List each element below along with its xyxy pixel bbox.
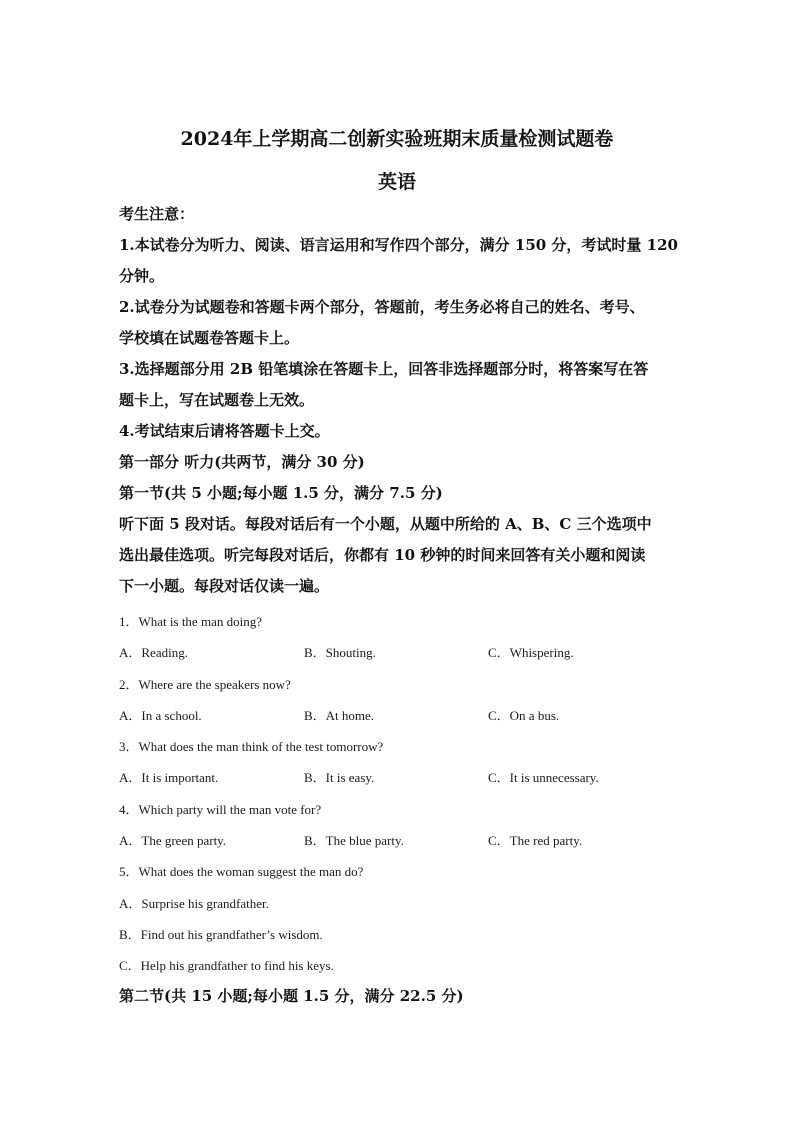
options-row <box>119 825 679 856</box>
notice-line: 4.考试结束后请将答题卡上交。 <box>119 422 330 440</box>
notice-label: 考生注意： <box>119 205 195 223</box>
option-a: A．Reading. <box>119 645 188 661</box>
option-a: A．The green party. <box>119 833 227 849</box>
question-stem: 4．Which party will the man vote for? <box>119 801 322 817</box>
option-c: C．Help his grandfather to find his keys. <box>119 958 334 974</box>
subject-title: 英语 <box>377 171 416 193</box>
exam-title: 2024年上学期高二创新实验班期末质量检测试题卷 <box>180 128 614 150</box>
option-c: C．The red party. <box>488 833 583 849</box>
notice-line: 2.试卷分为试题卷和答题卡两个部分，答题前，考生务必将自己的姓名、考号、 <box>119 298 645 316</box>
options-row <box>119 700 679 731</box>
option-c: C．It is unnecessary. <box>488 770 599 786</box>
question-stem: 3．What does the man think of the test tomorrow? <box>119 739 384 755</box>
option-b: B．At home. <box>304 707 375 723</box>
option-c: C．Whispering. <box>488 645 574 661</box>
notice-line: 3.选择题部分用 2B 铅笔填涂在答题卡上，回答非选择题部分时，将答案写在答 <box>119 360 649 378</box>
question-stem: 1．What is the man doing? <box>119 614 262 629</box>
option-c: C．On a bus. <box>488 707 560 723</box>
part1-heading: 第一部分 听力(共两节，满分 30 分) <box>119 453 365 471</box>
question-stem: 5．What does the woman suggest the man do? <box>119 864 364 880</box>
notice-line: 题卡上，写在试题卷上无效。 <box>119 391 315 409</box>
question-stem: 2．Where are the speakers now? <box>119 676 291 692</box>
notice-block <box>119 199 679 602</box>
instruction-line: 听下面 5 段对话。每段对话后有一个小题，从题中所给的 A、B、C 三个选项中 <box>119 515 652 533</box>
instruction-line: 选出最佳选项。听完每段对话后，你都有 10 秒钟的时间来回答有关小题和阅读 <box>119 546 646 564</box>
options-row <box>119 637 679 668</box>
option-b: B．Find out his grandfather’s wisdom. <box>119 926 323 942</box>
section2-heading: 第二节(共 15 小题;每小题 1.5 分，满分 22.5 分) <box>119 987 464 1005</box>
section1-heading: 第一节(共 5 小题;每小题 1.5 分，满分 7.5 分) <box>119 484 443 502</box>
notice-line: 1.本试卷分为听力、阅读、语言运用和写作四个部分，满分 150 分，考试时量 120 <box>119 236 678 254</box>
question-list <box>119 606 679 982</box>
option-b: B．It is easy. <box>304 770 375 786</box>
options-row <box>119 762 679 793</box>
option-b: B．The blue party. <box>304 833 404 849</box>
instruction-line: 下一小题。每段对话仅读一遍。 <box>119 577 330 595</box>
notice-line: 学校填在试题卷答题卡上。 <box>119 329 300 347</box>
option-a: A．Surprise his grandfather. <box>119 895 269 911</box>
option-a: A．In a school. <box>119 707 202 723</box>
option-a: A．It is important. <box>119 770 219 786</box>
option-b: B．Shouting. <box>304 645 376 661</box>
notice-line: 分钟。 <box>119 267 165 285</box>
